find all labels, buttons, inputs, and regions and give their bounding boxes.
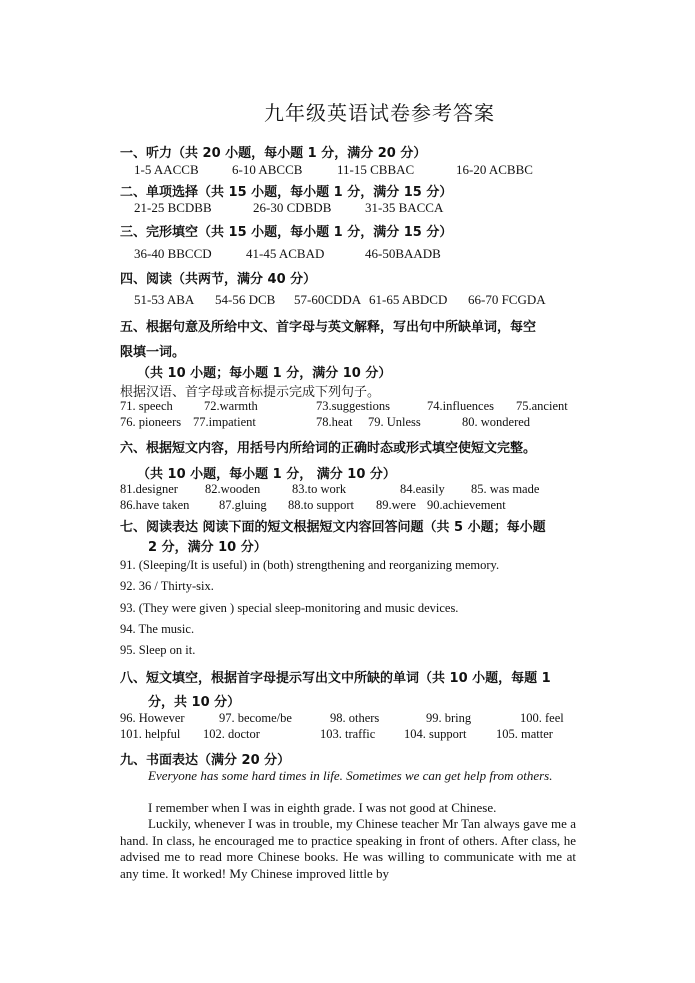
- answer-86: 86.have taken: [120, 498, 190, 512]
- answer-91: 91. (Sleeping/It is useful) in (both) strengthening and reorganizing memory.: [120, 558, 500, 572]
- section-1-heading: 一、听力（共 20 小题，每小题 1 分，满分 20 分）: [120, 146, 427, 161]
- section-6-heading: 六、根据短文内容，用括号内所给词的正确时态或形式填空使短文完整。: [120, 441, 537, 456]
- answer-74: 74.influences: [427, 399, 494, 413]
- answer-102: 102. doctor: [203, 727, 260, 741]
- answer-73: 73.suggestions: [316, 399, 390, 413]
- answer-83: 83.to work: [292, 482, 347, 496]
- answer-100: 100. feel: [520, 711, 564, 725]
- section-5-note: 根据汉语、首字母或音标提示完成下列句子。: [120, 385, 381, 400]
- answer-51-53: 51-53 ABA: [134, 292, 195, 307]
- answer-54-56: 54-56 DCB: [215, 292, 276, 307]
- answer-94: 94. The music.: [120, 622, 195, 636]
- answer-1-5: 1-5 AACCB: [134, 162, 199, 177]
- section-4-heading: 四、阅读（共两节，满分 40 分）: [120, 272, 317, 287]
- answer-41-45: 41-45 ACBAD: [246, 246, 325, 261]
- answer-46-50: 46-50BAADB: [365, 246, 441, 261]
- answer-104: 104. support: [404, 727, 467, 741]
- answer-96: 96. However: [120, 711, 185, 725]
- answer-88: 88.to support: [288, 498, 354, 512]
- answer-97: 97. become/be: [219, 711, 292, 725]
- answer-6-10: 6-10 ABCCB: [232, 162, 303, 177]
- section-9-heading: 九、书面表达（满分 20 分）: [120, 753, 291, 768]
- answer-11-15: 11-15 CBBAC: [337, 162, 415, 177]
- answer-36-40: 36-40 BBCCD: [134, 246, 212, 261]
- answer-57-60: 57-60CDDA: [294, 292, 362, 307]
- section-8-heading-cont: 分，共 10 分）: [148, 695, 241, 710]
- answer-103: 103. traffic: [320, 727, 376, 741]
- answer-99: 99. bring: [426, 711, 472, 725]
- answer-80: 80. wondered: [462, 415, 531, 429]
- section-7-heading-cont: 2 分，满分 10 分）: [148, 540, 267, 555]
- essay-paragraph-1: Everyone has some hard times in life. Sometimes we can get help from others.: [148, 768, 553, 783]
- page-title: 九年级英语试卷参考答案: [264, 103, 495, 125]
- section-6-sub: （共 10 小题，每小题 1 分， 满分 10 分）: [137, 467, 396, 482]
- answer-76: 76. pioneers: [120, 415, 182, 429]
- section-7-heading: 七、阅读表达 阅读下面的短文根据短文内容回答问题（共 5 小题；每小题: [120, 520, 546, 535]
- answer-87: 87.gluing: [219, 498, 267, 512]
- answer-82: 82.wooden: [205, 482, 261, 496]
- answer-77: 77.impatient: [193, 415, 256, 429]
- answer-71: 71. speech: [120, 399, 173, 413]
- section-8-heading: 八、短文填空，根据首字母提示写出文中所缺的单词（共 10 小题，每题 1: [120, 671, 551, 686]
- section-2-heading: 二、单项选择（共 15 小题，每小题 1 分，满分 15 分）: [120, 185, 453, 200]
- answer-78: 78.heat: [316, 415, 353, 429]
- section-3-heading: 三、完形填空（共 15 小题，每小题 1 分，满分 15 分）: [120, 225, 453, 240]
- answer-79: 79. Unless: [368, 415, 421, 429]
- answer-72: 72.warmth: [204, 399, 258, 413]
- answer-93: 93. (They were given ) special sleep-monitoring and music devices.: [120, 601, 459, 615]
- answer-66-70: 66-70 FCGDA: [468, 292, 546, 307]
- section-5-sub: （共 10 小题；每小题 1 分，满分 10 分）: [137, 366, 392, 381]
- answer-89: 89.were: [376, 498, 416, 512]
- essay-paragraph-3: Luckily, whenever I was in trouble, my Chinese teacher Mr Tan always gave me a hand. In class, he encouraged me to practice speaking in front of others. After class, he advised me to read more Chinese books. He was willing to communicate with me at any time. It worked! My Chinese improved little by: [120, 816, 576, 881]
- answer-31-35: 31-35 BACCA: [365, 200, 444, 215]
- answer-84: 84.easily: [400, 482, 445, 496]
- answer-85: 85. was made: [471, 482, 540, 496]
- answer-90: 90.achievement: [427, 498, 506, 512]
- answer-98: 98. others: [330, 711, 380, 725]
- answer-92: 92. 36 / Thirty-six.: [120, 579, 214, 593]
- essay-paragraph-2: I remember when I was in eighth grade. I was not good at Chinese.: [148, 800, 497, 815]
- answer-16-20: 16-20 ACBBC: [456, 162, 533, 177]
- answer-81: 81.designer: [120, 482, 178, 496]
- section-5-heading: 五、根据句意及所给中文、首字母与英文解释，写出句中所缺单词，每空: [120, 320, 537, 335]
- answer-105: 105. matter: [496, 727, 553, 741]
- answer-101: 101. helpful: [120, 727, 181, 741]
- answer-26-30: 26-30 CDBDB: [253, 200, 332, 215]
- answer-75: 75.ancient: [516, 399, 568, 413]
- section-5-heading-cont: 限填一词。: [120, 345, 186, 360]
- answer-95: 95. Sleep on it.: [120, 643, 196, 657]
- answer-21-25: 21-25 BCDBB: [134, 200, 212, 215]
- answer-61-65: 61-65 ABDCD: [369, 292, 448, 307]
